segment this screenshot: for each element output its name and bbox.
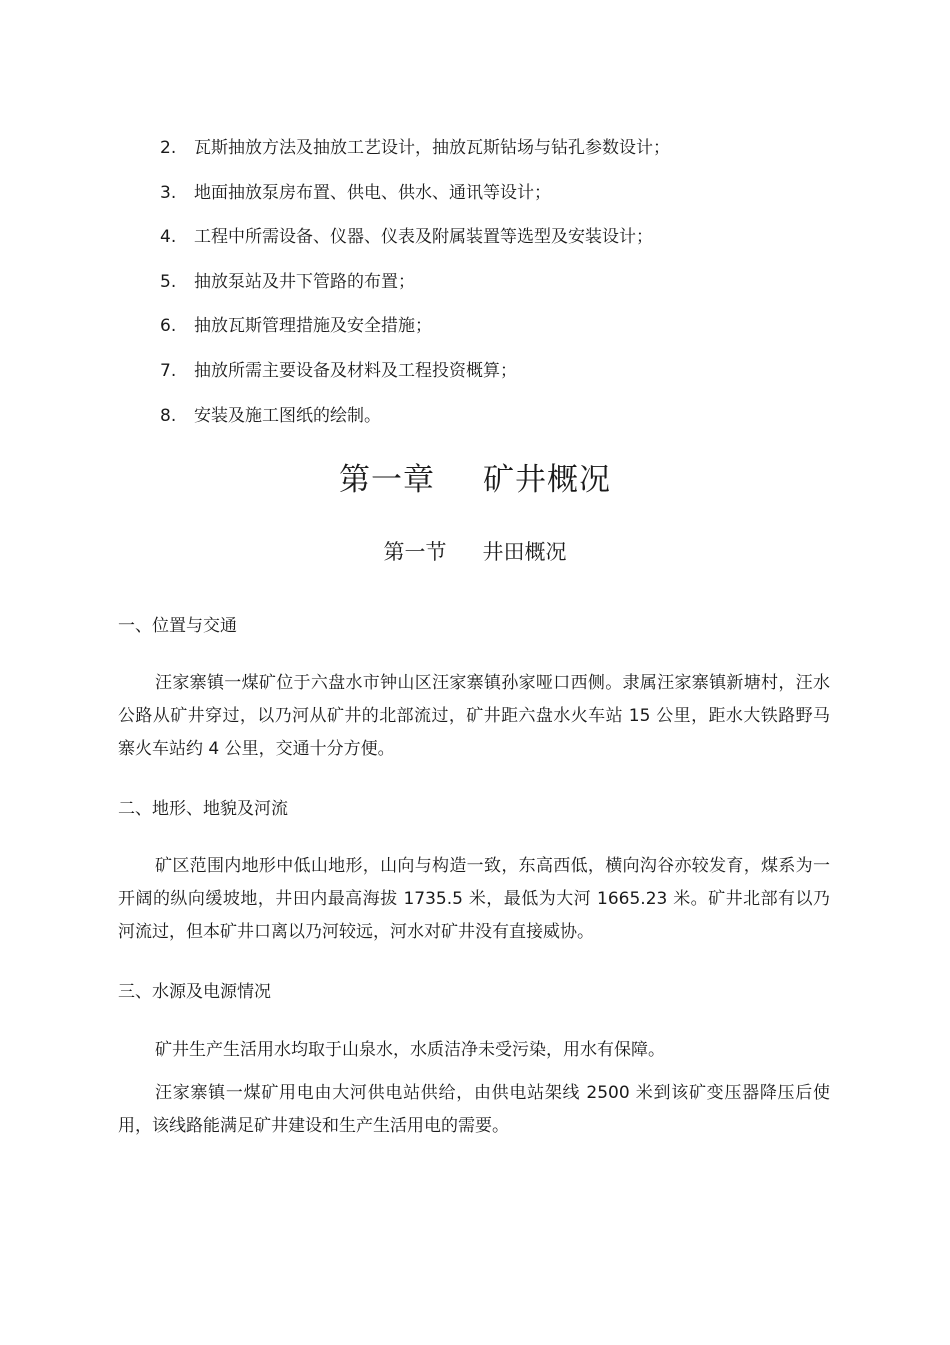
chapter-name: 矿井概况 (483, 462, 611, 498)
section-title (0, 536, 950, 568)
list-item-text: 抽放瓦斯管理措施及安全措施； (194, 316, 432, 337)
list-item (160, 313, 670, 358)
paragraph-text: 汪家寨镇一煤矿用电由大河供电站供给，由供电站架线 2500 米到该矿变压器降压后使用，该线路能满足矿井建设和生产生活用电的需要。 (118, 1083, 830, 1136)
requirements-list (160, 135, 670, 447)
subsection-heading-terrain: 二、地形、地貌及河流 (118, 799, 288, 819)
chapter-number: 第一章 (339, 462, 435, 498)
paragraph-location (118, 667, 830, 766)
list-item-number: 5. (160, 271, 177, 292)
paragraph-text: 矿区范围内地形中低山地形，山向与构造一致，东高西低，横向沟谷亦较发育，煤系为一开阔的纵向缓坡地，井田内最高海拔 1735.5 米，最低为大河 1665.23 米。矿井北部有以乃河流过，但本矿井口离以乃河较远，河水对矿井没有直接威协。 (118, 856, 830, 942)
list-item-number: 2. (160, 138, 177, 158)
list-item-text: 抽放所需主要设备及材料及工程投资概算； (194, 360, 517, 381)
list-item-text: 工程中所需设备、仪器、仪表及附属装置等选型及安装设计； (194, 227, 653, 248)
subsection-heading-water-power: 三、水源及电源情况 (118, 982, 271, 1002)
list-item-text: 抽放泵站及井下管路的布置； (194, 271, 415, 292)
section-number: 第一节 (383, 540, 447, 564)
paragraph-terrain (118, 850, 830, 949)
list-item-text: 瓦斯抽放方法及抽放工艺设计，抽放瓦斯钻场与钻孔参数设计； (194, 138, 670, 158)
paragraph-text: 矿井生产生活用水均取于山泉水，水质洁净未受污染，用水有保障。 (155, 1040, 665, 1060)
subsection-heading-location: 一、位置与交通 (118, 616, 237, 636)
list-item (160, 403, 670, 448)
list-item-number: 3. (160, 182, 177, 203)
paragraph-water-power (118, 1034, 830, 1143)
list-item (160, 135, 670, 180)
list-item (160, 269, 670, 314)
section-name: 井田概况 (482, 540, 567, 564)
list-item-number: 7. (160, 360, 177, 381)
list-item (160, 180, 670, 225)
list-item (160, 358, 670, 403)
list-item-text: 安装及施工图纸的绘制。 (194, 405, 381, 426)
list-item-number: 6. (160, 316, 177, 337)
list-item-number: 8. (160, 405, 177, 426)
paragraph-text: 汪家寨镇一煤矿位于六盘水市钟山区汪家寨镇孙家哑口西侧。隶属汪家寨镇新塘村，汪水公路从矿井穿过，以乃河从矿井的北部流过，矿井距六盘水火车站 15 公里，距水大铁路野马寨火车站约 4 公里，交通十分方便。 (118, 673, 830, 759)
list-item-number: 4. (160, 227, 177, 248)
chapter-title (0, 458, 950, 502)
list-item-text: 地面抽放泵房布置、供电、供水、通讯等设计； (194, 182, 551, 203)
list-item (160, 224, 670, 269)
